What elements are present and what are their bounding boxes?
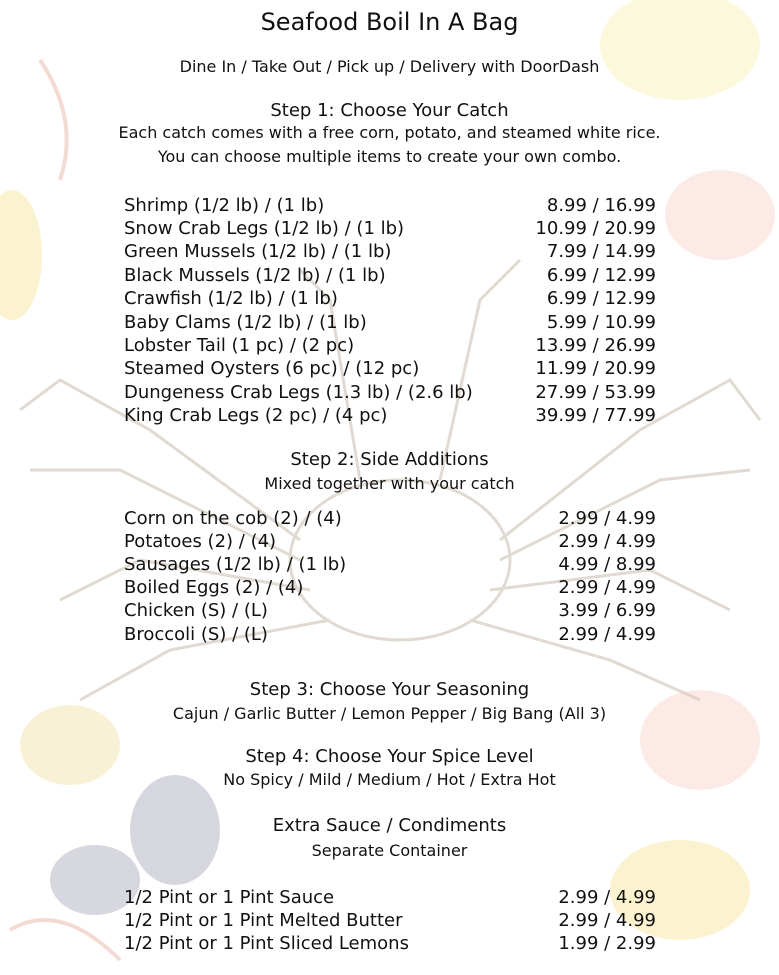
catch-item (124, 241, 656, 264)
item-price: 2.99 / 4.99 (558, 508, 656, 529)
catch-item (124, 405, 656, 428)
item-price: 2.99 / 4.99 (558, 624, 656, 645)
catch-item (124, 288, 656, 311)
item-price: 3.99 / 6.99 (558, 600, 656, 621)
side-item (124, 508, 656, 531)
item-name: 1/2 Pint or 1 Pint Sliced Lemons (124, 933, 409, 954)
item-name: Black Mussels (1/2 lb) / (1 lb) (124, 265, 386, 286)
item-name: Snow Crab Legs (1/2 lb) / (1 lb) (124, 218, 405, 239)
item-price: 8.99 / 16.99 (546, 195, 656, 216)
side-item (124, 577, 656, 600)
item-price: 4.99 / 8.99 (558, 554, 656, 575)
item-price: 39.99 / 77.99 (535, 405, 656, 426)
item-price: 2.99 / 4.99 (558, 531, 656, 552)
item-price: 2.99 / 4.99 (558, 577, 656, 598)
item-price: 1.99 / 2.99 (558, 933, 656, 954)
extra-item (124, 887, 656, 910)
item-price: 10.99 / 20.99 (535, 218, 656, 239)
catch-item (124, 218, 656, 241)
item-price: 13.99 / 26.99 (535, 335, 656, 356)
item-name: Baby Clams (1/2 lb) / (1 lb) (124, 312, 367, 333)
seasoning-options: Cajun / Garlic Butter / Lemon Pepper / Big Bang (All 3) (172, 704, 607, 723)
extra-item (124, 933, 656, 956)
item-price: 5.99 / 10.99 (546, 312, 656, 333)
side-item (124, 624, 656, 647)
side-item (124, 600, 656, 623)
step4-heading: Step 4: Choose Your Spice Level (245, 746, 534, 767)
item-name: Corn on the cob (2) / (4) (124, 508, 342, 529)
item-name: Sausages (1/2 lb) / (1 lb) (124, 554, 347, 575)
item-price: 2.99 / 4.99 (558, 910, 656, 931)
extra-item (124, 910, 656, 933)
item-name: King Crab Legs (2 pc) / (4 pc) (124, 405, 388, 426)
step1-note-line2: You can choose multiple items to create your own combo. (157, 147, 622, 166)
item-name: Potatoes (2) / (4) (124, 531, 277, 552)
side-item (124, 531, 656, 554)
service-options: Dine In / Take Out / Pick up / Delivery with DoorDash (179, 57, 600, 76)
item-price: 6.99 / 12.99 (546, 265, 656, 286)
item-price: 11.99 / 20.99 (535, 358, 656, 379)
item-name: Dungeness Crab Legs (1.3 lb) / (2.6 lb) (124, 382, 473, 403)
step1-heading: Step 1: Choose Your Catch (270, 100, 509, 121)
item-name: Boiled Eggs (2) / (4) (124, 577, 304, 598)
item-price: 2.99 / 4.99 (558, 887, 656, 908)
extras-heading: Extra Sauce / Condiments (272, 815, 507, 836)
catch-item (124, 265, 656, 288)
item-name: 1/2 Pint or 1 Pint Sauce (124, 887, 335, 908)
item-price: 27.99 / 53.99 (535, 382, 656, 403)
step3-heading: Step 3: Choose Your Seasoning (249, 679, 530, 700)
item-name: Crawfish (1/2 lb) / (1 lb) (124, 288, 338, 309)
catch-item (124, 312, 656, 335)
item-name: Green Mussels (1/2 lb) / (1 lb) (124, 241, 392, 262)
item-price: 6.99 / 12.99 (546, 288, 656, 309)
menu-title: Seafood Boil In A Bag (260, 8, 519, 36)
item-price: 7.99 / 14.99 (546, 241, 656, 262)
item-name: Steamed Oysters (6 pc) / (12 pc) (124, 358, 420, 379)
spice-level-options: No Spicy / Mild / Medium / Hot / Extra Hot (223, 770, 556, 789)
catch-item (124, 358, 656, 381)
item-name: Broccoli (S) / (L) (124, 624, 268, 645)
step2-heading: Step 2: Side Additions (290, 449, 489, 470)
extras-note: Separate Container (311, 841, 468, 860)
item-name: Lobster Tail (1 pc) / (2 pc) (124, 335, 355, 356)
catch-item (124, 335, 656, 358)
item-name: 1/2 Pint or 1 Pint Melted Butter (124, 910, 403, 931)
catch-item (124, 195, 656, 218)
step1-note-line1: Each catch comes with a free corn, potato, and steamed white rice. (118, 123, 661, 142)
catch-item (124, 382, 656, 405)
item-name: Chicken (S) / (L) (124, 600, 268, 621)
side-item (124, 554, 656, 577)
item-name: Shrimp (1/2 lb) / (1 lb) (124, 195, 325, 216)
step2-note: Mixed together with your catch (264, 474, 515, 493)
